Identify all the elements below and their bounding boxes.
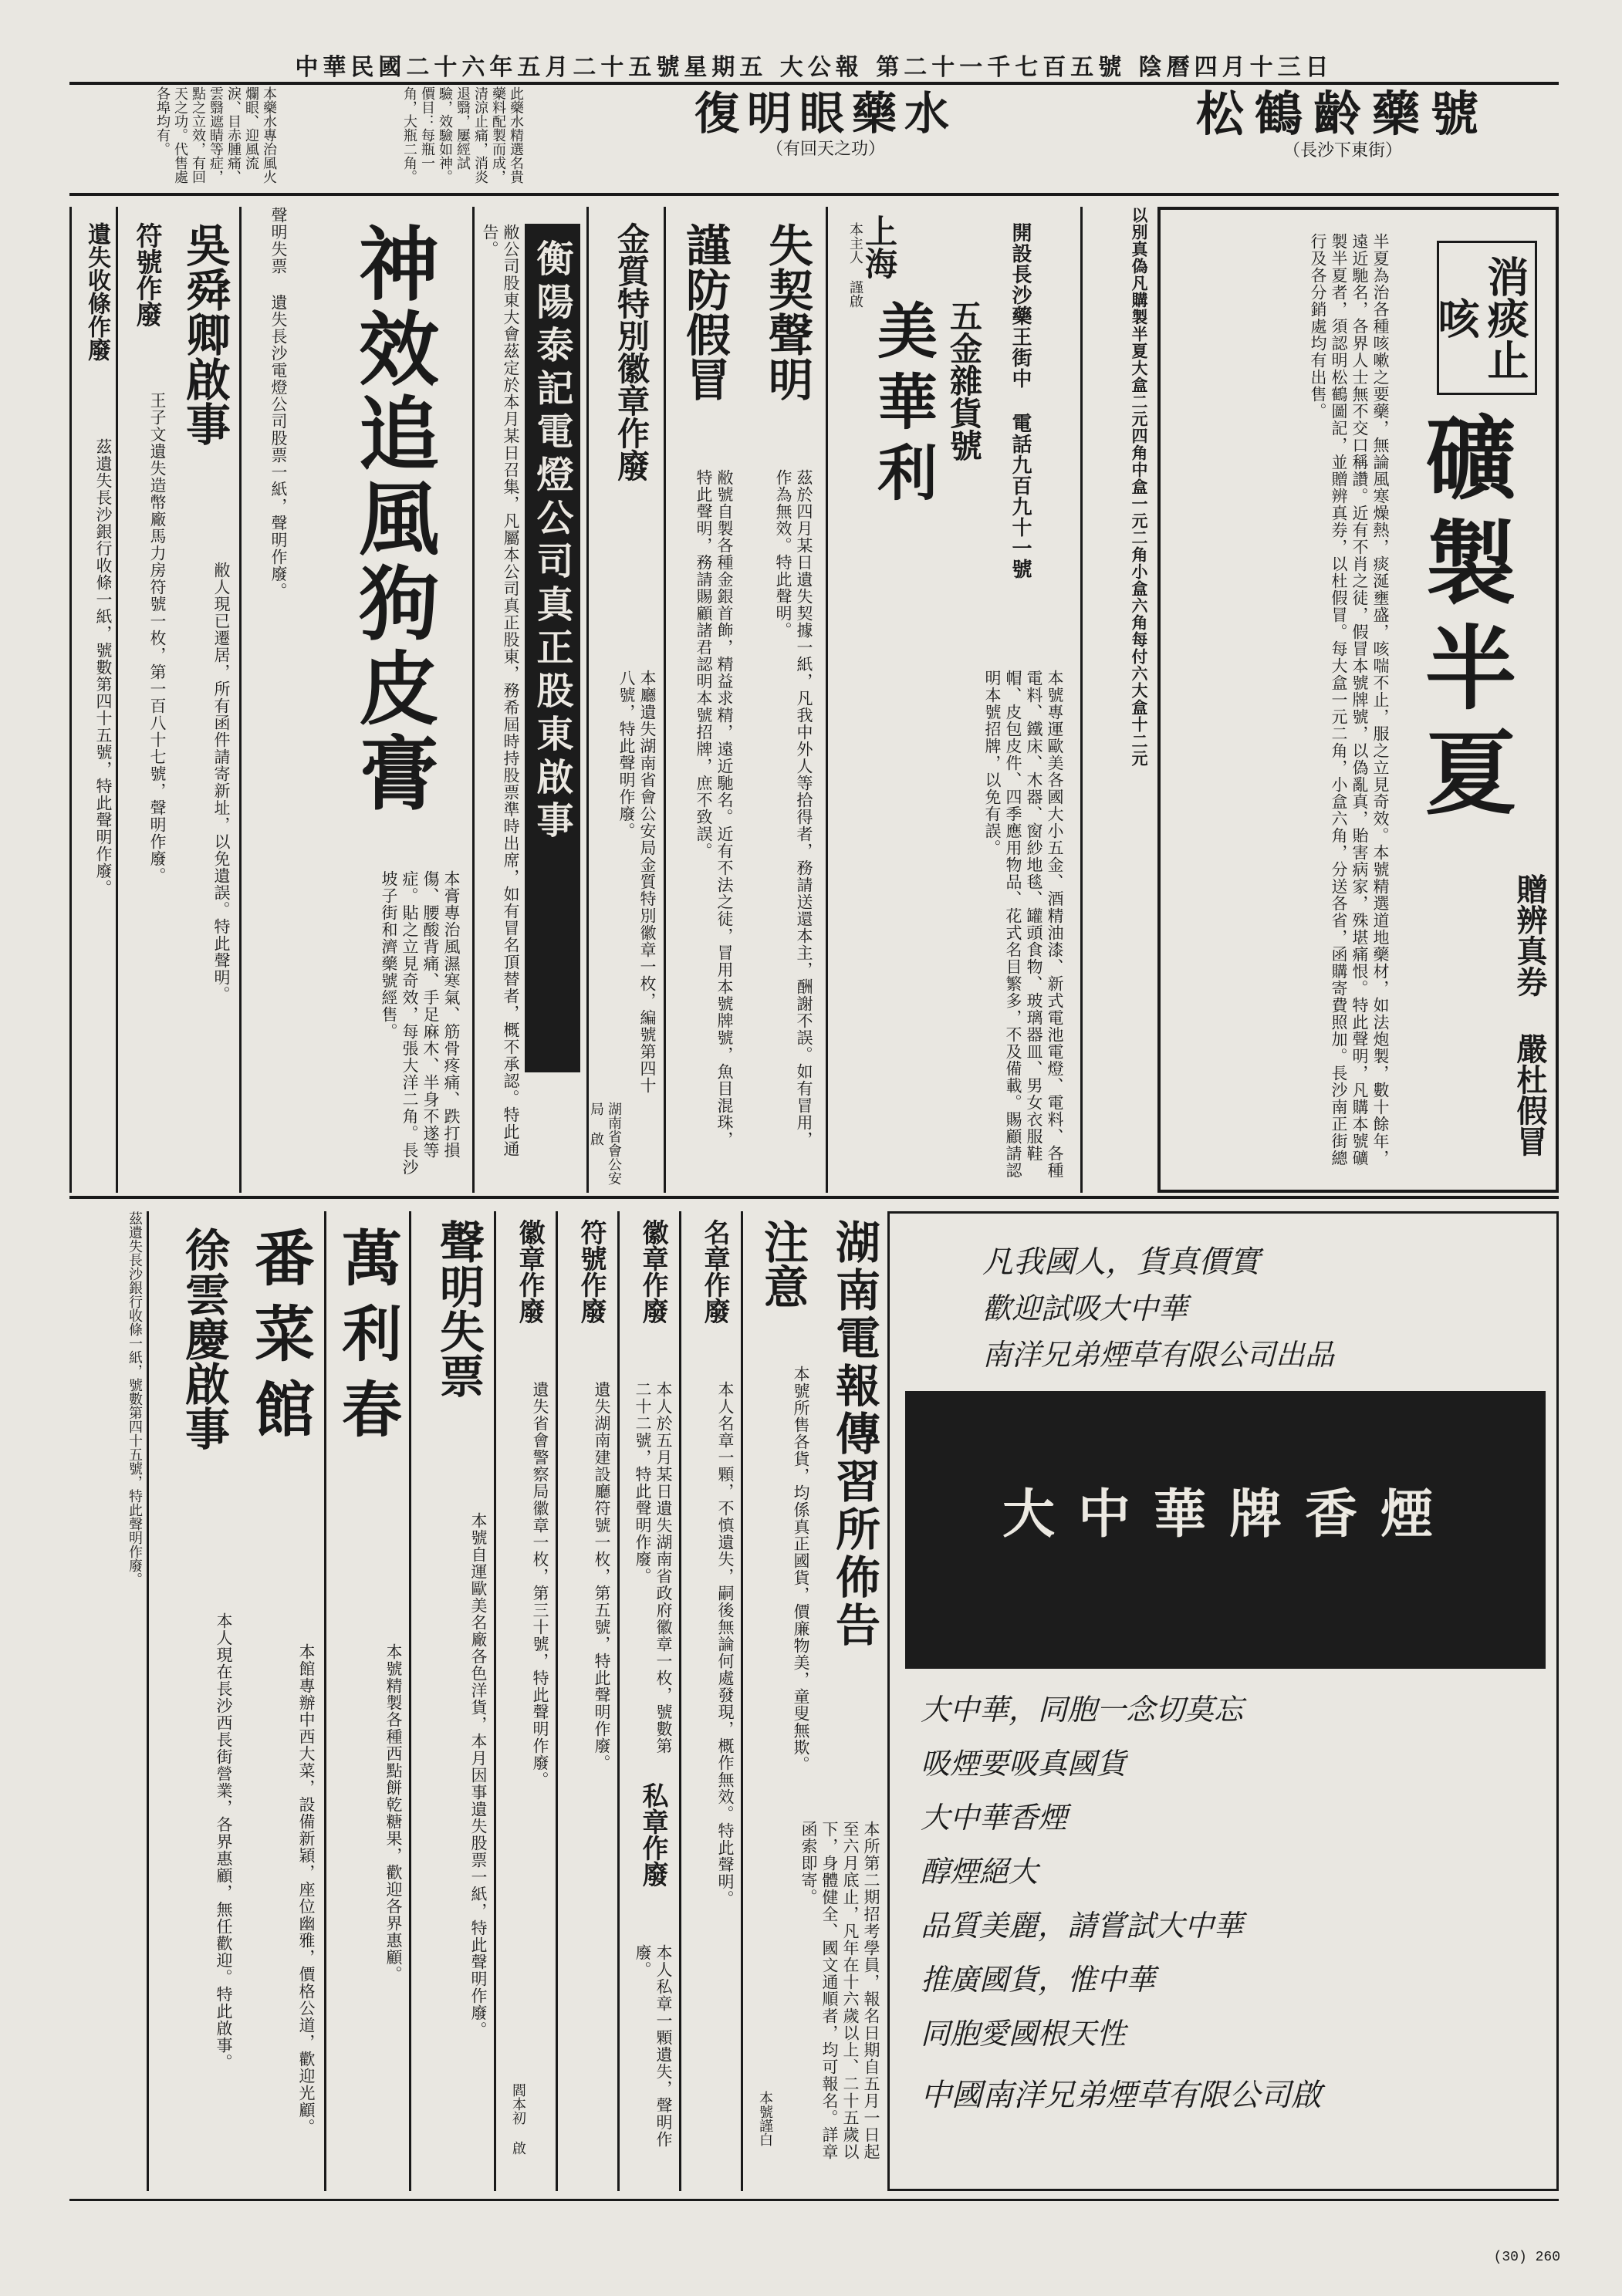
fuhao2-title: 符號作廢: [576, 1219, 607, 1324]
huizhang1-title: 徽章作廢: [637, 1219, 668, 1324]
ad-mingzhang: [679, 1211, 740, 2191]
fuming-name: 復明眼藥水: [694, 87, 957, 140]
ad-fancai: [239, 1211, 321, 2191]
jinfang-title: 謹防假冒: [678, 222, 731, 401]
ad-wu: [170, 207, 236, 1193]
ad-songhe-header: [1127, 86, 1559, 187]
divider-4: [239, 207, 242, 1193]
jinzhi-sign: 湖南省會公安局 啟: [588, 1102, 622, 1185]
divider-3: [472, 207, 475, 1193]
huizhang2-title: 徽章作廢: [514, 1219, 545, 1324]
dazhonghua-hand-6: 醇煙絕大: [921, 1855, 1039, 1889]
ad-fuming: [540, 86, 1111, 187]
yishi-body: 茲遺失長沙銀行收條一紙，號數第四十五號，特此聲明作廢。: [94, 438, 113, 896]
wu-body: 敝人現已遷居，所有函件請寄新址，以免遺誤。特此聲明。: [212, 562, 231, 1003]
dazhonghua-hand-4: 吸煙要吸真國貨: [921, 1747, 1127, 1781]
ad-xuyun: [147, 1211, 238, 2191]
dazhonghua-hand-0: 凡我國人，貨真價實: [982, 1244, 1260, 1280]
fuming-body-right: 此藥水精選名貴藥料配製而成，清涼止痛，消炎退翳，屢經試驗，效驗如神。價目：每瓶一角，大瓶二角。: [401, 86, 524, 184]
dianbao-body: 本所第二期招考學員，報名日期自五月一日起至六月底止，凡年在十六歲以上、二十五歲以下，身體健全、國文通順者，均可報名。詳章函索即寄。: [799, 1821, 880, 2160]
fuhao-title: 符號作廢: [131, 222, 162, 327]
ad-shiqi: [741, 207, 822, 1193]
masthead-date-strip: 中華民國二十六年五月二十五號星期五 大公報 第二十一千七百五號 陰曆四月十三日: [69, 48, 1559, 85]
hengyang-body: 敝公司股東大會茲定於本月某日召集，凡屬本公司真正股東，務希屆時持股票準時出席，如有冒名頂替者，概不承認。特此通告。: [481, 224, 520, 1157]
fuming-tag: （有回天之功）: [765, 140, 885, 159]
fancai-body: 本館專辦中西大菜，設備新穎，座位幽雅，價格公道，歡迎光顧。: [297, 1643, 316, 2136]
ad-fuhao: [116, 207, 171, 1193]
shengming-body: 本號自運歐美名廠各色洋貨，本月因事遺失股票一紙，特此聲明作廢。: [469, 1512, 488, 2038]
ad-wanli: [324, 1211, 408, 2191]
dazhonghua-hand-3: 大中華，同胞一念切莫忘: [921, 1693, 1244, 1727]
dianbao-title: 湖南電報傳習所佈告: [828, 1219, 880, 1649]
bottom-divider: [69, 2199, 1559, 2201]
fancai-title: 番菜館: [245, 1227, 315, 1454]
dazhonghua-hand-1: 歡迎試吸大中華: [982, 1292, 1188, 1325]
dazhonghua-title-band: [905, 1391, 1546, 1669]
zhuyi-title: 注意: [756, 1219, 809, 1308]
divider-1: [1080, 207, 1083, 1193]
meihua-sub: 五金雜貨號: [945, 299, 983, 461]
ad-yishi: [69, 207, 117, 1193]
songhe-name: 松鶴齡藥號: [1195, 86, 1489, 142]
zhuyi-sign: 本號謹白: [757, 2091, 773, 2146]
meihua-name: 美華利: [867, 299, 938, 512]
page-number: (30) 260: [1493, 2250, 1560, 2265]
jinzhi-body: 本廳遺失湖南省會公安局金質特別徽章一枚，編號第四十八號，特此聲明作廢。: [617, 670, 657, 1094]
fuming-body-left: 本藥水專治風火爛眼、迎風流淚、目赤腫痛、雲翳遮睛等症，點之立效，有回天之功。代售處各埠均有。: [154, 86, 277, 184]
dazhonghua-hand-7: 品質美麗，請嘗試大中華: [921, 1909, 1244, 1943]
meihua-sign: 本主人 謹啟: [847, 222, 863, 308]
songhe-price-note: 以別真偽凡購製半夏大盒二元四角中盒一元二角小盒六角每付六大盒十二元: [1130, 207, 1149, 767]
songhe-tag: （長沙下東街）: [1282, 141, 1402, 160]
ad-dazhonghua-box: [887, 1211, 1559, 2191]
shengming-title: 聲明失票: [432, 1219, 485, 1398]
huizhang2-sign: 閻本初 啟: [510, 2083, 526, 2155]
fuhao-body: 王子文遺失造幣廠馬力房符號一枚，第一百八十七號，聲明作廢。: [148, 392, 167, 884]
songhe-product: 礦製半夏: [1410, 410, 1517, 830]
ad-huizhang2: [494, 1211, 555, 2191]
mingzhang-title: 名章作廢: [699, 1219, 730, 1324]
header-divider: [69, 193, 1559, 196]
ad-jinfang: [664, 207, 739, 1193]
meihua-addr: 開設長沙藥王街中 電話九百九十一號: [1009, 222, 1032, 579]
dazhonghua-hand-9: 同胞愛國根天性: [921, 2017, 1127, 2051]
middle-divider: [69, 1196, 1559, 1199]
zhuyi-body: 本號所售各貨，均係真正國貨，價廉物美，童叟無欺。: [792, 1366, 810, 1773]
ad-jinzhi: [586, 207, 662, 1193]
meihua-city: 上海: [860, 214, 898, 279]
mingzhang-body: 本人名章一顆，不慎遺失，嗣後無論何處發現，概作無效。特此聲明。: [716, 1381, 735, 1907]
wanli-title: 萬利春: [332, 1227, 402, 1454]
dazhonghua-hand-2: 南洋兄弟煙草有限公司出品: [982, 1338, 1335, 1372]
shiqi-title: 失契聲明: [761, 222, 813, 401]
wu-title: 吳舜卿啟事: [178, 222, 231, 446]
xuyun-title: 徐雲慶啟事: [177, 1227, 230, 1450]
songhe-body: 半夏為治各種咳嗽之要藥，無論風寒燥熱，痰涎壅盛，咳喘不止，服之立見奇效。本號精選道地藥材，如法炮製，數十餘年，遠近馳名，各界人士無不交口稱讚。近有不肖之徒，假冒本號牌號，以偽亂真，貽害病家，殊堪痛恨。特此聲明，凡購本號礦製半夏者，須認明松鶴圖記，並贈辨真券，以杜假冒。每大盒一元二角，小盒六角，分送各省，函購寄費照加。長沙南正街總行及各分銷處均有出售。: [1309, 233, 1390, 1167]
huizhang2-body: 遺失省會警察局徽章一枚，第三十號，特此聲明作廢。: [531, 1381, 549, 1788]
ad-shenxiao: [293, 207, 469, 1193]
huizhang1-body: 本人於五月某日遺失湖南省政府徽章一枚，號數第二十二號，特此聲明作廢。: [634, 1381, 673, 1754]
ad-songhe-box: [1157, 207, 1559, 1193]
ad-fuhao2: [556, 1211, 617, 2191]
shenxiao-title: 神效追風狗皮膏: [345, 222, 440, 816]
wanli-body: 本號精製各種西點餅乾糖果，歡迎各界惠顧。: [384, 1643, 403, 1983]
ad-shengming: [409, 1211, 493, 2191]
shiqi-body: 茲於四月某日遺失契據一紙，凡我中外人等拾得者，務請送還本主，酬謝不誤。如有冒用，作為無效。特此聲明。: [774, 469, 813, 1148]
shenxiao-side: 聲明失票 遺失長沙電燈公司股票一紙，聲明作廢。: [269, 207, 288, 599]
huizhang1-title2: 私章作廢: [637, 1782, 668, 1887]
shenxiao-body: 本膏專治風濕寒氣、筋骨疼痛、跌打損傷、腰酸背痛、手足麻木、半身不遂等症。貼之立見奇效，每張大洋二角。長沙坡子街和濟藥號經售。: [380, 870, 461, 1176]
dazhonghua-hand-5: 大中華香煙: [921, 1801, 1068, 1835]
songhe-side-note: 贈辨真券 嚴杜假冒: [1512, 873, 1548, 1156]
ad-huizhang1: [617, 1211, 678, 2191]
xuyun-body: 本人現在長沙西長街營業，各界惠顧，無任歡迎。特此啟事。: [215, 1612, 233, 2071]
meihua-body: 本號專運歐美各國大小五金、酒精油漆、新式電池電燈、電料、各種電料、鐵床、木器、窗紗地毯、罐頭食物、玻璃器皿、男女衣服鞋帽、皮包皮件、四季應用物品、花式名目繁多，不及備載。賜顧請認明本號招牌，以免有誤。: [983, 670, 1064, 1179]
left-margin-notice: 茲遺失長沙銀行收條一紙，號數第四十五號，特此聲明作廢。: [127, 1211, 143, 1586]
dazhonghua-hand-10: 中國南洋兄弟煙草有限公司啟: [921, 2078, 1322, 2113]
hengyang-title: 衡陽泰記電燈公司真正股東啟事: [530, 239, 573, 844]
fuhao2-body: 遺失湖南建設廳符號一枚，第五號，特此聲明作廢。: [593, 1381, 611, 1771]
yishi-title: 遺失收條作廢: [83, 222, 110, 361]
huizhang1-body2: 本人私章一顆遺失，聲明作廢。: [634, 1944, 673, 2148]
dazhonghua-title: 大中華牌香煙: [1002, 1484, 1456, 1545]
jinfang-body: 敝號自製各種金銀首飾，精益求精，遠近馳名。近有不法之徒，冒用本號牌號，魚目混珠，特此聲明，務請賜顧諸君認明本號招牌，庶不致誤。: [694, 469, 734, 1148]
ad-meihua: [833, 207, 1076, 1193]
divider-2: [826, 207, 828, 1193]
jinzhi-title: 金質特別徽章作廢: [613, 222, 650, 481]
ad-zhuyi: [741, 1211, 817, 2191]
dazhonghua-hand-8: 推廣國貨，惟中華: [921, 1963, 1156, 1997]
ad-hengyang: [525, 224, 580, 1072]
songhe-heading: 消痰止咳: [1437, 241, 1537, 395]
